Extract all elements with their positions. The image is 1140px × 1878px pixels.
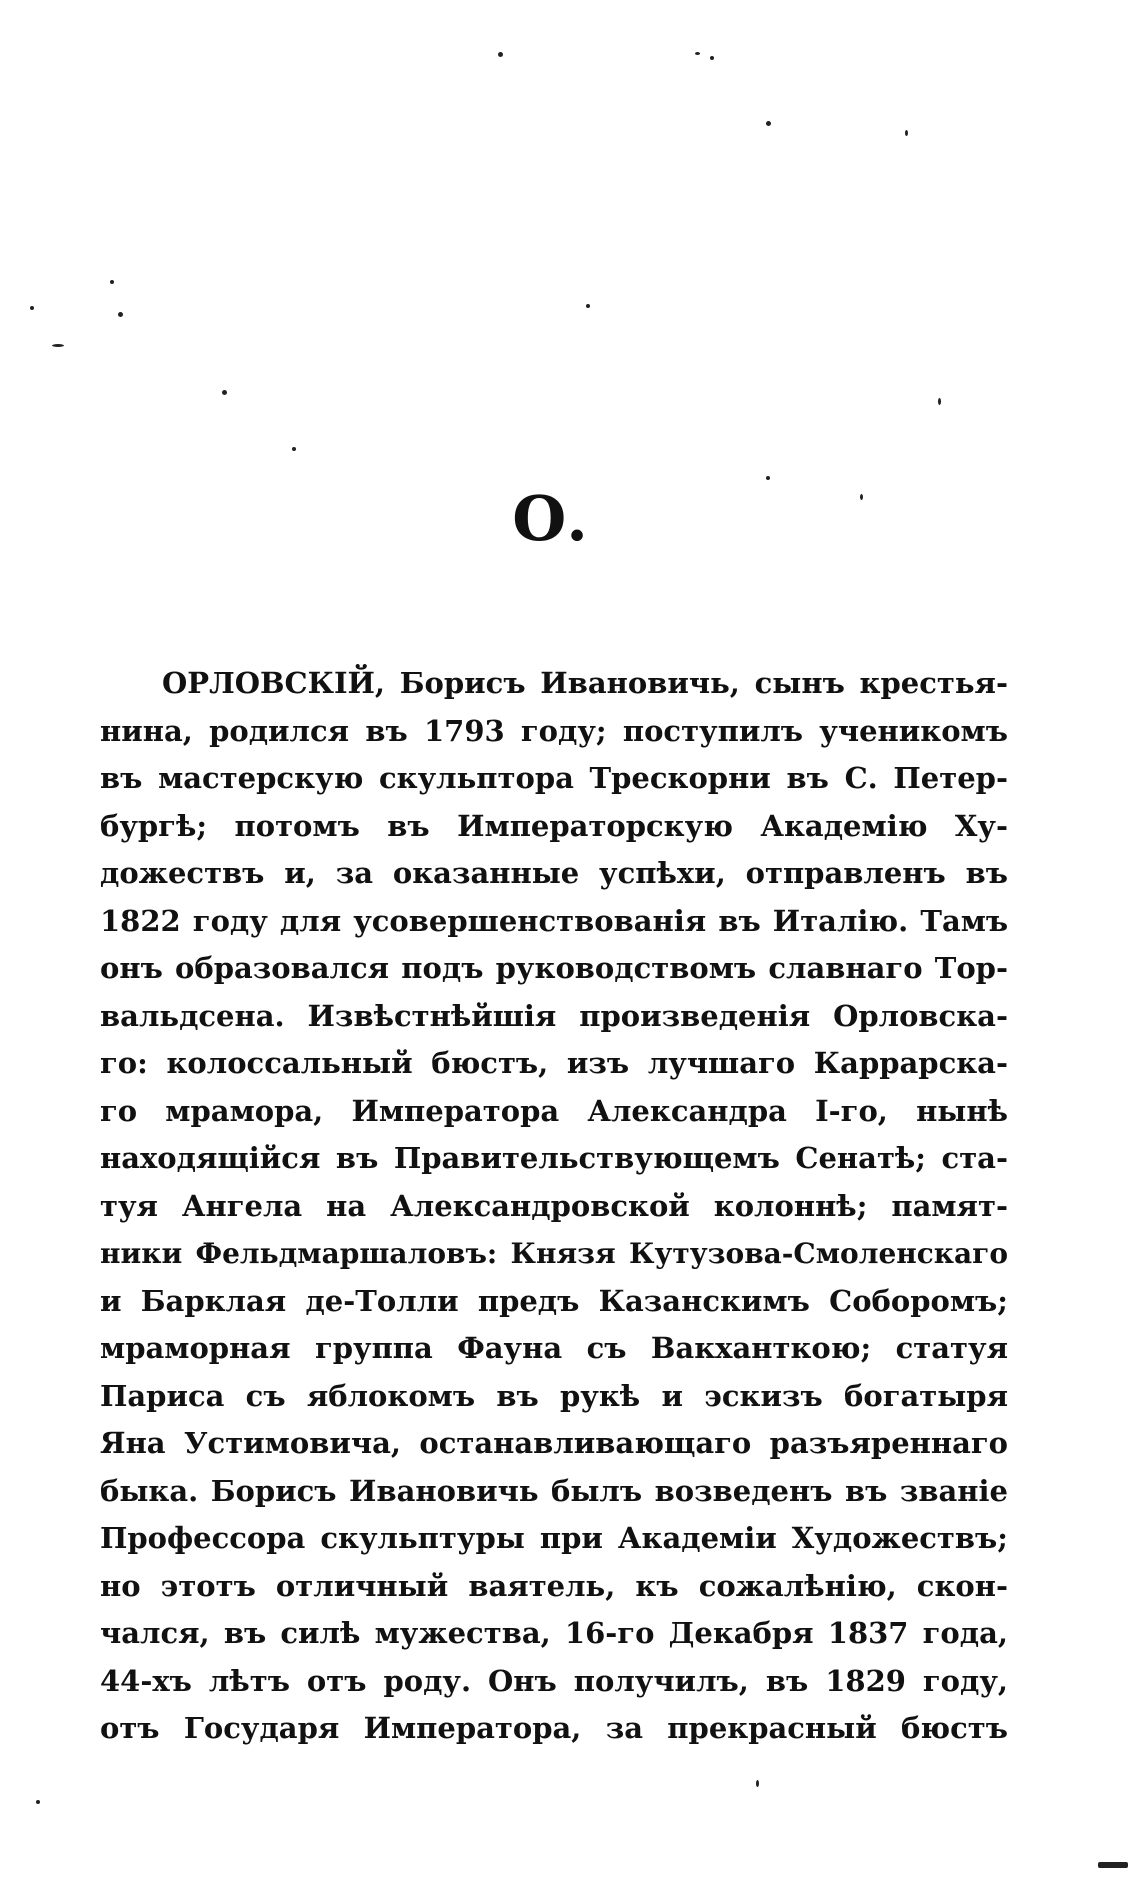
speck bbox=[118, 312, 123, 317]
text-line: вальдсена. Извѣстнѣйшія произведенія Орловска- bbox=[100, 998, 1008, 1033]
text-line: 44-хъ лѣтъ отъ роду. Онъ получилъ, въ 1829 году, bbox=[100, 1663, 1008, 1698]
text-line: туя Ангела на Александровской колоннѣ; памят- bbox=[100, 1188, 1008, 1223]
speck bbox=[938, 398, 941, 405]
text-line: и Барклая де-Толли предъ Казанскимъ Соборомъ; bbox=[100, 1283, 1008, 1318]
body-text bbox=[100, 660, 1008, 1753]
text-line: быка. Борисъ Ивановичь былъ возведенъ въ званіе bbox=[100, 1473, 1008, 1508]
text-line: 1822 году для усовершенствованія въ Италію. Тамъ bbox=[100, 903, 1009, 938]
speck bbox=[756, 1780, 759, 1787]
text-line: ники Фельдмаршаловъ: Князя Кутузова-Смоленскаго bbox=[100, 1237, 1008, 1270]
text-line: чался, въ силѣ мужества, 16-го Декабря 1837 года, bbox=[100, 1616, 1008, 1650]
text-line: нина, родился въ 1793 году; поступилъ ученикомъ bbox=[100, 713, 1008, 748]
speck bbox=[1098, 1862, 1128, 1868]
text-line: го мрамора, Императора Александра І-го, нынѣ bbox=[100, 1093, 1008, 1128]
text-line: бургѣ; потомъ въ Императорскую Академію Ху- bbox=[100, 808, 1008, 843]
speck bbox=[586, 304, 590, 308]
speck bbox=[292, 447, 296, 451]
text-line: отъ Государя Императора, за прекрасный бюстъ bbox=[100, 1711, 1008, 1745]
text-line: находящійся въ Правительствующемъ Сенатѣ; ста- bbox=[100, 1141, 1008, 1175]
text-line: въ мастерскую скульптора Трескорни въ С. Петер- bbox=[100, 761, 1008, 795]
text-line: мраморная группа Фауна съ Вакханткою; статуя bbox=[100, 1331, 1008, 1365]
speck bbox=[766, 121, 771, 126]
text-line: ОРЛОВСКІЙ, Борисъ Ивановичь, сынъ крестья- bbox=[162, 666, 1008, 700]
speck bbox=[695, 52, 700, 55]
text-line: дожествъ и, за оказанные успѣхи, отправленъ въ bbox=[100, 856, 1008, 890]
speck bbox=[498, 52, 503, 57]
speck bbox=[52, 344, 64, 347]
text-line: Париса съ яблокомъ въ рукѣ и эскизъ богатыря bbox=[100, 1378, 1008, 1413]
speck bbox=[766, 476, 770, 480]
speck bbox=[222, 390, 227, 395]
speck bbox=[36, 1800, 40, 1804]
speck bbox=[30, 306, 34, 310]
text-line: го: колоссальный бюстъ, изъ лучшаго Каррарска- bbox=[100, 1046, 1008, 1080]
text-line: Яна Устимовича, останавливающаго разъяреннаго bbox=[100, 1426, 1008, 1460]
speck bbox=[710, 56, 714, 60]
speck bbox=[905, 130, 908, 136]
speck bbox=[110, 280, 114, 284]
section-letter: О. bbox=[512, 482, 588, 555]
text-line: но этотъ отличный ваятель, къ сожалѣнію, скон- bbox=[100, 1568, 1008, 1603]
text-line: онъ образовался подъ руководствомъ славнаго Тор- bbox=[100, 951, 1008, 985]
text-line: Профессора скульптуры при Академіи Художествъ; bbox=[100, 1521, 1008, 1555]
